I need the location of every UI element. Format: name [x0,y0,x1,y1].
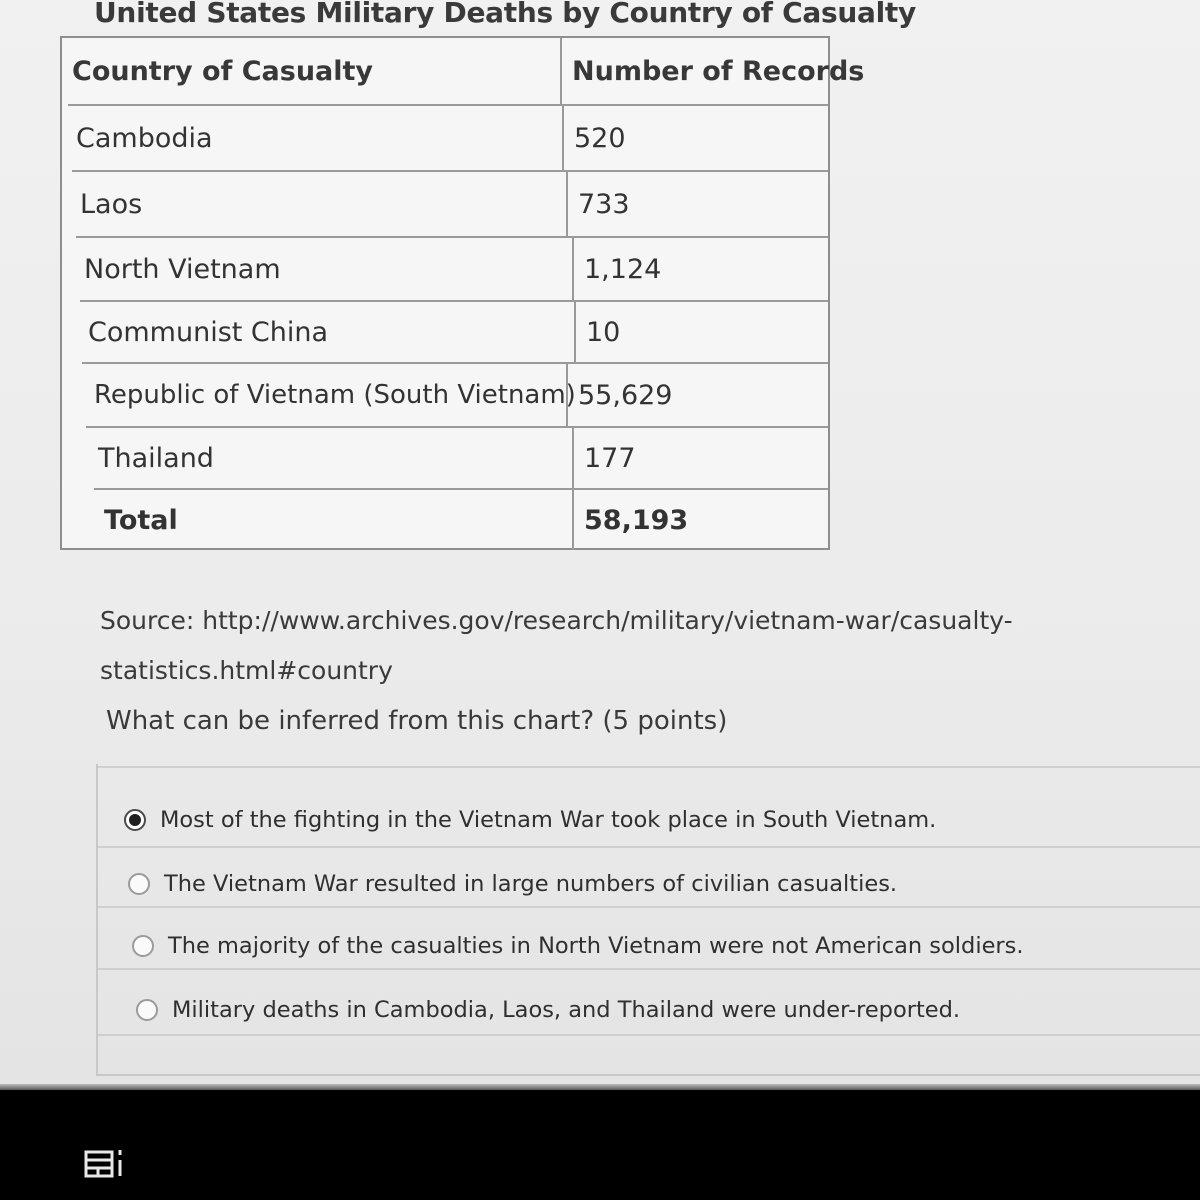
header-country: Country of Casualty [72,55,374,87]
total-label: Total [104,504,178,536]
radio-unselected-icon[interactable] [132,935,154,957]
answer-option-4[interactable] [136,990,960,1030]
row-records: 520 [562,106,828,170]
row-country: Republic of Vietnam (South Vietnam) [94,380,576,410]
answer-option-label: The Vietnam War resulted in large numbers of civilian casualties. [164,871,898,897]
row-records: 733 [566,172,828,236]
header-records: Number of Records [560,38,828,104]
windows-ink-icon[interactable] [84,1146,128,1182]
answer-option-label: The majority of the casualties in North Vietnam were not American soldiers. [168,933,1024,959]
row-records: 1,124 [572,238,828,300]
row-records: 10 [574,302,828,362]
option-divider [98,968,1200,970]
question-prompt: What can be inferred from this chart? (5 points) [106,706,728,736]
answer-option-label: Most of the fighting in the Vietnam War took place in South Vietnam. [160,807,937,833]
option-divider [98,846,1200,848]
row-country: Thailand [98,442,214,474]
monitor-bezel [0,1090,1200,1200]
table-row [76,236,828,300]
table-header-row [70,38,865,104]
row-records: 55,629 [566,364,828,426]
radio-unselected-icon[interactable] [136,999,158,1021]
row-country: Cambodia [76,122,213,154]
table-title: United States Military Deaths by Country of Casualty [94,0,916,29]
table-row [72,170,828,236]
row-country: North Vietnam [84,253,281,285]
source-citation: Source: http://www.archives.gov/research/military/vietnam-war/casualty-statistics.html#country [100,606,1013,685]
casualty-table [60,36,865,550]
option-divider [98,906,1200,908]
radio-selected-icon[interactable] [124,809,146,831]
radio-unselected-icon[interactable] [128,873,150,895]
table-total-row [94,488,828,550]
table-row [80,300,828,362]
total-records: 58,193 [572,490,828,550]
option-divider [98,1034,1200,1036]
table-row [82,362,828,426]
answer-option-3[interactable] [132,926,1024,966]
answer-option-1[interactable] [124,800,936,840]
answer-option-label: Military deaths in Cambodia, Laos, and Thailand were under-reported. [172,997,961,1023]
answer-option-2[interactable] [128,864,897,904]
row-country: Laos [80,188,143,220]
row-country: Communist China [88,316,329,348]
table-row [86,426,828,488]
option-divider [98,766,1200,768]
table-row [68,104,828,170]
row-records: 177 [572,428,828,488]
